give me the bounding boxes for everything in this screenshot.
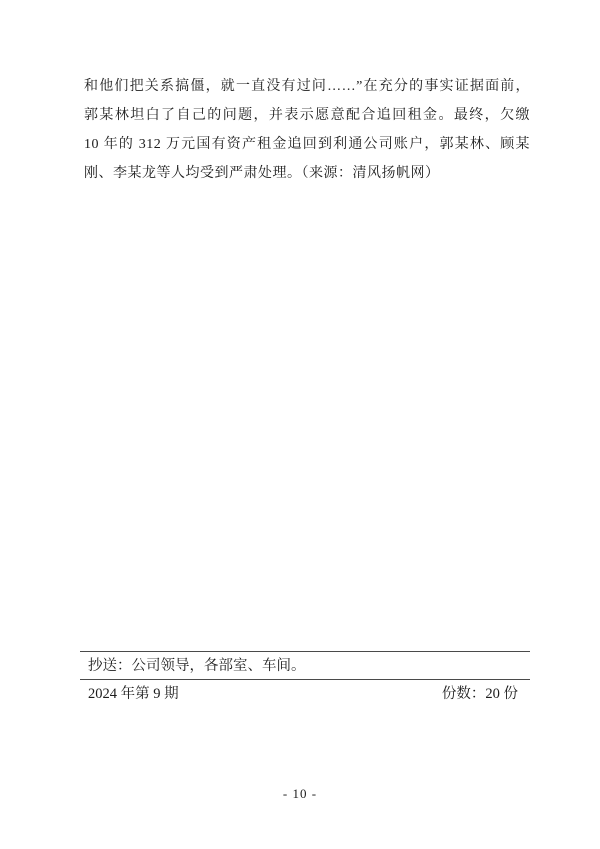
body-line-2: 郭某林坦白了自己的问题，并表示愿意配合追回租金。最终，欠缴 <box>84 108 530 123</box>
footer-rule-bottom <box>80 679 530 680</box>
body-line-4: 刚、李某龙等人均受到严肃处理。（来源：清风扬帆网） <box>84 166 440 181</box>
body-line-1: 和他们把关系搞僵，就一直没有过问……”在充分的事实证据面前， <box>84 79 530 94</box>
body-line-3: 10 年的 312 万元国有资产租金追回到利通公司账户，郭某林、顾某 <box>84 137 530 152</box>
copies-count: 份数：20 份 <box>441 686 518 702</box>
footer-rule-top <box>80 651 530 652</box>
page-number: - 10 - <box>282 786 318 801</box>
copy-to-line: 抄送：公司领导，各部室、车间。 <box>88 658 306 674</box>
body-paragraph <box>84 72 530 188</box>
issue-info-row <box>88 683 518 705</box>
issue-number: 2024 年第 9 期 <box>88 686 179 702</box>
